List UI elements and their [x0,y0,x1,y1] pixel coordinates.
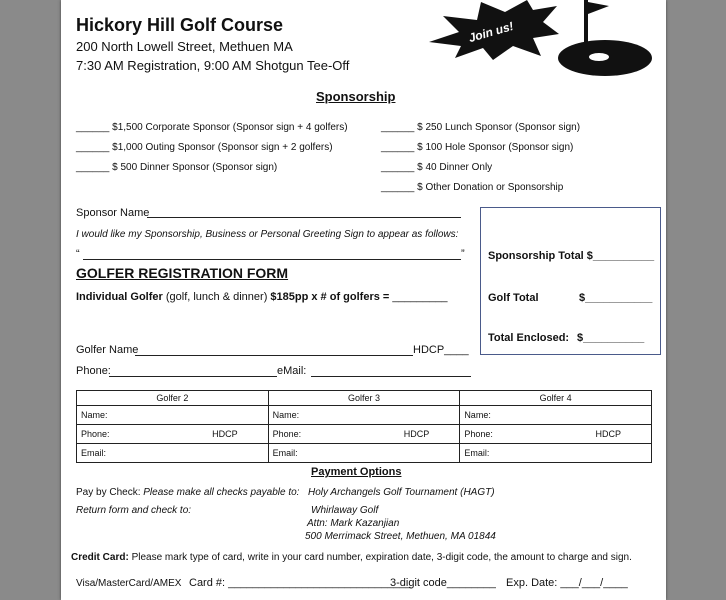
card-number-field[interactable]: Card #: ______________________________ [189,577,412,589]
sign-instructions: I would like my Sponsorship, Business or Personal Greeting Sign to appear as follows: [76,229,459,240]
individual-golfer-label: Individual Golfer [76,291,163,303]
golfer-name-field[interactable] [135,355,413,356]
pay-by-check-label: Pay by Check: [76,487,144,498]
total-enclosed-field[interactable]: $__________ [577,332,645,344]
total-enclosed-label: Total Enclosed: [488,332,570,344]
join-us-starburst [421,0,561,62]
sponsor-name-field[interactable] [147,217,461,218]
golfer-4-email[interactable]: Email: [460,444,652,463]
return-address-3: 500 Merrimack Street, Methuen, MA 01844 [305,531,496,542]
sponsor-option: ______ $ Other Donation or Sponsorship [381,182,564,193]
code-field[interactable]: 3-digit code________ [390,577,496,589]
golfer-4-phone[interactable] [460,425,652,444]
join-us-text: Join us! [466,18,516,46]
email-field[interactable] [311,376,471,377]
quote-open: “ [76,248,80,260]
return-address-1: Whirlaway Golf [311,505,379,516]
return-address-2: Attn: Mark Kazanjian [307,518,400,529]
golfer-3-email[interactable]: Email: [268,444,460,463]
registration-title: GOLFER REGISTRATION FORM [76,265,289,281]
payee-text: Holy Archangels Golf Tournament (HAGT) [308,487,495,498]
golfer-3-phone[interactable] [268,425,460,444]
pay-by-check-text: Please make all checks payable to: [143,487,300,498]
sponsor-option: ______ $ 500 Dinner Sponsor (Sponsor sign) [76,162,278,173]
venue-address: 200 North Lowell Street, Methuen MA [76,39,293,54]
golf-total-label: Golf Total [488,292,539,304]
hdcp-field[interactable]: HDCP____ [413,344,469,356]
golf-flag-icon [555,0,655,80]
golfer-4-header: Golfer 4 [460,391,652,406]
golfer-2-name[interactable]: Name: [77,406,269,425]
credit-card-line [71,552,632,563]
individual-golfer-price: $185pp x # of golfers = [270,291,393,303]
golfer-3-name[interactable]: Name: [268,406,460,425]
phone-field[interactable] [109,376,277,377]
sponsorship-title: Sponsorship [316,89,396,104]
sponsor-option: ______ $1,500 Corporate Sponsor (Sponsor sign + 4 golfers) [76,122,348,133]
golfer-2-email[interactable]: Email: [77,444,269,463]
sign-text-field[interactable] [83,259,461,260]
email-label: eMail: [277,365,307,377]
individual-golfer-count[interactable]: _________ [392,291,448,303]
phone-label: Phone: [76,365,111,377]
venue-title: Hickory Hill Golf Course [76,15,284,35]
totals-box [480,207,661,355]
hdcp-cell-label: HDCP [403,429,430,439]
form-page [61,0,666,600]
return-label: Return form and check to: [76,505,192,516]
golfers-table [76,390,652,463]
credit-card-text: Please mark type of card, write in your card number, expiration date, 3-digit code, the amount to charge and sign. [128,552,632,563]
sponsor-option: ______ $ 100 Hole Sponsor (Sponsor sign) [381,142,574,153]
sponsor-option: ______ $ 250 Lunch Sponsor (Sponsor sign) [381,122,581,133]
phone-cell-label: Phone: [464,429,493,439]
sponsor-option: ______ $1,000 Outing Sponsor (Sponsor sign + 2 golfers) [76,142,333,153]
golfer-2-phone[interactable] [77,425,269,444]
pay-by-check-line [76,487,299,498]
sponsorship-total[interactable]: Sponsorship Total $__________ [488,250,655,262]
individual-golfer-desc: (golf, lunch & dinner) [162,291,271,303]
phone-cell-label: Phone: [272,429,302,439]
sponsor-option: ______ $ 40 Dinner Only [381,162,493,173]
hdcp-cell-label: HDCP [212,429,238,439]
quote-close: ” [461,248,465,260]
golf-total-field[interactable]: $___________ [579,292,653,304]
golfer-4-name[interactable]: Name: [460,406,652,425]
sponsor-name-label: Sponsor Name [76,207,150,219]
payment-title: Payment Options [311,466,402,478]
hdcp-cell-label: HDCP [595,429,621,439]
phone-cell-label: Phone: [81,429,110,439]
schedule-text: 7:30 AM Registration, 9:00 AM Shotgun Tee-Off [76,58,350,73]
golfer-3-header: Golfer 3 [268,391,460,406]
golfer-2-header: Golfer 2 [77,391,269,406]
golfer-name-label: Golfer Name [76,344,139,356]
credit-card-label: Credit Card: [71,552,129,563]
card-types: Visa/MasterCard/AMEX [76,578,182,589]
exp-date-field[interactable]: Exp. Date: ___/___/____ [506,577,628,589]
individual-golfer-line [76,291,447,303]
